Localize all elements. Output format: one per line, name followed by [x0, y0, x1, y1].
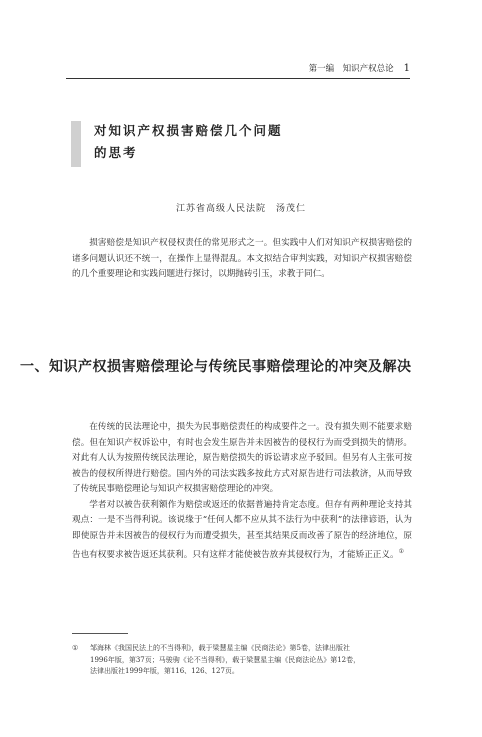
body-text [72, 420, 412, 563]
body-paragraph-1: 在传统的民法理论中，损失为民事赔偿责任的构成要件之一。没有损失则不能要求赔偿。但在知识产权诉讼中，有时也会发生原告并未因被告的侵权行为而受到损失的情形。对此有人认为按照传统民法理论，原告赔偿损失的诉讼请求应予驳回。但另有人主张可按被告的侵权所得进行赔偿。国内外的司法实践多按此方式对原告进行司法救济，从而导致了传统民事赔偿理论与知识产权损害赔偿理论的冲突。 [72, 422, 412, 494]
footnote-rule [72, 633, 128, 634]
header-rule [66, 78, 410, 79]
section-heading: 一、知识产权损害赔偿理论与传统民事赔偿理论的冲突及解决 [20, 359, 412, 375]
title-accent-bar [71, 121, 81, 167]
footnote-text-1: 邹海林《我国民法上的不当得利》，载于梁慧星主编《民商法论》第5卷，法律出版社 [90, 644, 350, 652]
title-line-1: 对知识产权损害赔偿几个问题 [94, 123, 283, 138]
body-paragraph-2 [72, 498, 412, 564]
author-line: 江苏省高级人民法院 汤茂仁 [175, 204, 306, 214]
footnote-line-2: 1996年版，第37页；马骏驹《论不当得利》，载于梁慧星主编《民商法论丛》第12卷， [90, 655, 361, 664]
article-title [94, 120, 394, 164]
running-head [270, 62, 410, 74]
body-paragraph-2-text: 学者对以被告获利额作为赔偿或返还的依据普遍持肯定态度。但存有两种理论支持其观点：一是不当得利说。该说缘于“任何人都不应从其不法行为中获利”的法律谚语，认为即使原告并未因被告的侵权行为而遭受损失，甚至其结果反而改善了原告的经济地位，原告也有权要求被告返还其获利。只有这样才能使被告放弃其侵权行为，才能矫正正义。 [72, 499, 412, 560]
title-line-2: 的思考 [94, 145, 138, 160]
footnote-reference[interactable]: ① [398, 548, 404, 555]
footnote-line-1 [72, 643, 412, 655]
footnote-line-3: 法律出版社1999年版，第116、126、127页。 [90, 667, 239, 675]
page-number: 1 [403, 63, 410, 74]
footnote-mark: ① [72, 644, 79, 652]
footnote [72, 643, 412, 678]
abstract-text: 损害赔偿是知识产权侵权责任的常见形式之一。但实践中人们对知识产权损害赔偿的诸多问题认识还不统一，在操作上显得混乱。本文拟结合审判实践，对知识产权损害赔偿的几个重要理论和实践问题进行探讨，以期抛砖引玉，求教于同仁。 [72, 238, 412, 279]
abstract [72, 236, 412, 283]
running-head-text: 第一编 知识产权总论 [308, 64, 394, 74]
